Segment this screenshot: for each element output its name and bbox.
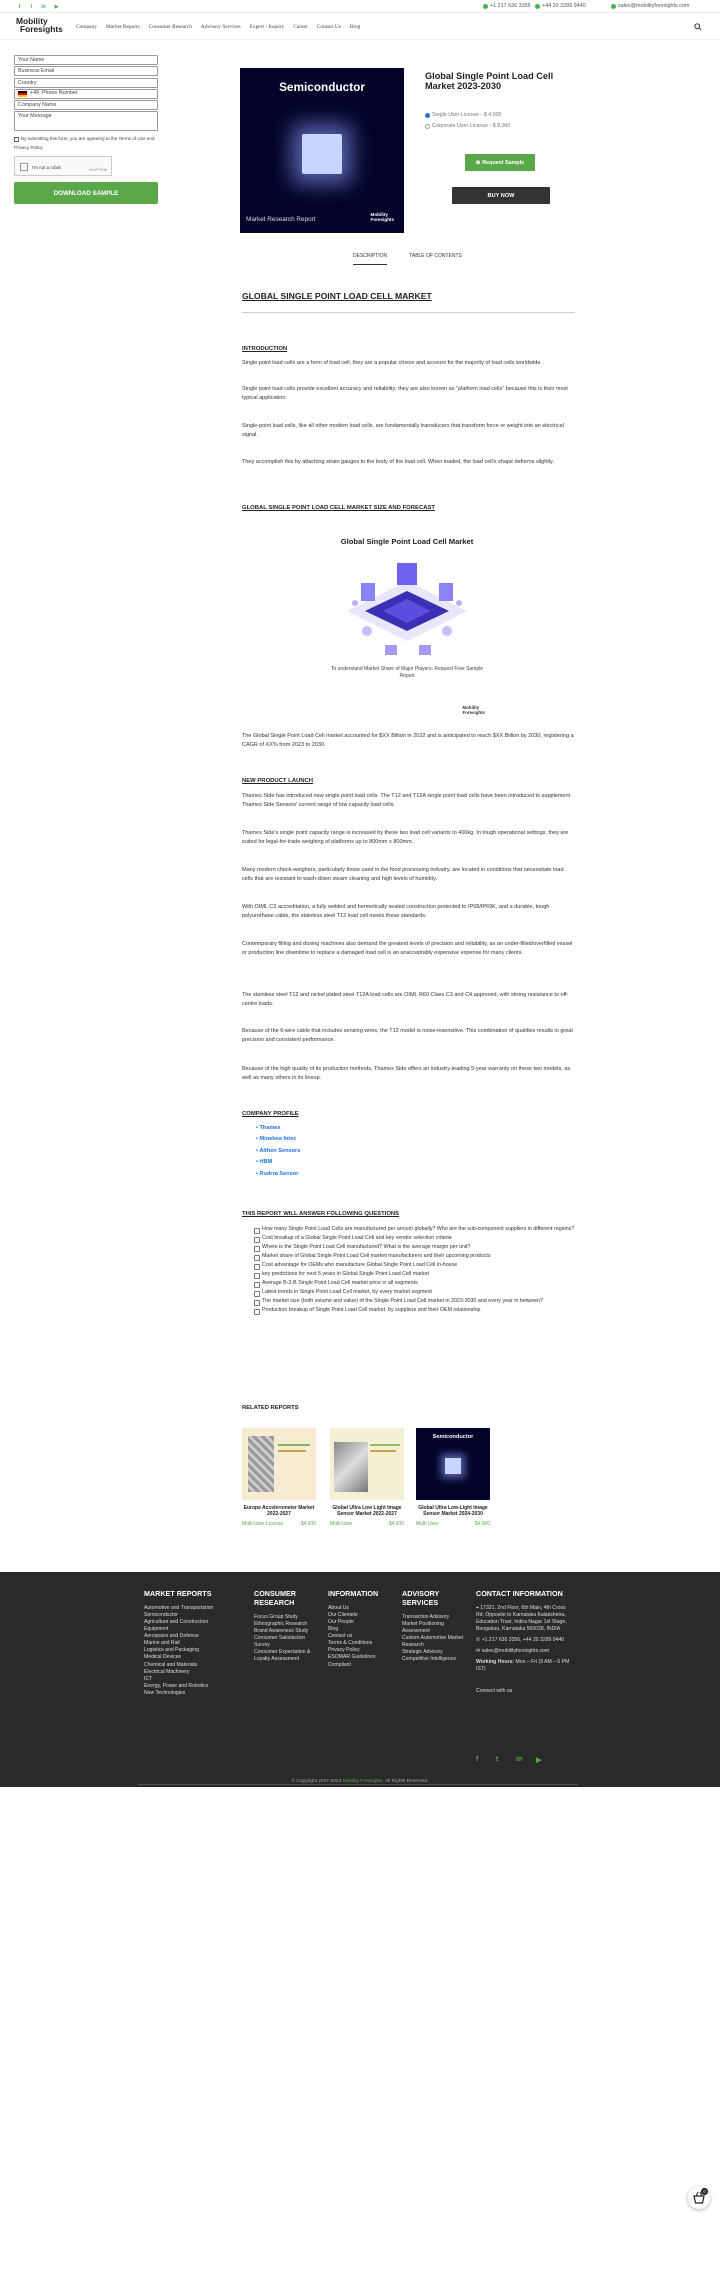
license-corporate-option[interactable]: Corporate User License - $ 8,000 (425, 123, 510, 129)
footer-link[interactable]: Custom Automotive Market Research (402, 1634, 464, 1648)
buy-now-button[interactable]: BUY NOW (452, 187, 550, 204)
list-item: The market size (both volume and value) of the Single Point Load Cell market in 2023-2030 and every year in between? (254, 1297, 584, 1306)
footer-information: INFORMATION About Us Our Clientele Our People Blog Contact us Terms & Conditions Privacy Policy ESOMAR Guidelines Compliant (328, 1590, 392, 1669)
phone-icon (483, 4, 488, 9)
launch-paragraph: Because of the high quality of its production methods, Thames Side offers an industry-leading 5-year warranty on these two models, as well as many others in its lineup. (242, 1066, 571, 1081)
search-icon[interactable] (694, 23, 702, 31)
market-infographic: Global Single Point Load Cell Market To understand Market Share of Major Players: Request Free Sample Report Mobility Foresights (327, 538, 487, 680)
list-item: key predictions for next 5 years in Global Single Point Load Cell market (254, 1270, 584, 1279)
mail-icon (611, 4, 616, 9)
list-item: Latest trends in Single Point Load Cell market, by every market segment (254, 1288, 584, 1297)
intro-paragraph: Single-point load cells, like all other modern load cells, are fundamentally transducers that transform force or weight into an electrical signal. (242, 423, 564, 438)
top-bar (0, 0, 720, 13)
cart-count: 0 (701, 2188, 708, 2195)
tab-description[interactable]: DESCRIPTION (353, 253, 387, 265)
tab-table-of-contents[interactable]: TABLE OF CONTENTS (409, 253, 462, 259)
nav-blog[interactable]: Blog (349, 24, 361, 30)
linkedin-icon[interactable]: in (41, 3, 46, 10)
footer-link[interactable]: Automotive and Transportation (144, 1604, 214, 1611)
questions-list (254, 1225, 584, 1315)
footer-link[interactable]: Transaction Advisory (402, 1613, 450, 1620)
footer-link[interactable]: Energy, Power and Robotics (144, 1682, 209, 1689)
footer-link[interactable]: Our People (328, 1618, 354, 1625)
intro-heading: INTRODUCTION (242, 346, 288, 352)
isometric-dashboard-illustration (327, 553, 487, 663)
footer-link[interactable]: Competitive Intelligence (402, 1656, 457, 1663)
company-link[interactable]: • HBM (256, 1157, 300, 1168)
germany-flag-icon (18, 91, 27, 97)
company-field[interactable]: Company Name (14, 100, 158, 110)
phone-in[interactable]: +44 20 3289 9440 (535, 3, 586, 9)
license-single-option[interactable]: Single User License - $ 4,000 (425, 112, 502, 118)
launch-paragraph: The stainless steel T12 and nickel plated steel T12A load cells are OIML R60 Class C3 and C4 approved, with strong resistance to off-centre loads. (242, 992, 569, 1007)
site-footer (0, 1572, 720, 1787)
related-report-card[interactable]: Semiconductor Global Ultra Low-Light Image Sensor Market 2024-2030 Multi User $4,000 (416, 1428, 490, 1528)
footer-link[interactable]: Ethnographic Research (254, 1620, 308, 1627)
report-cover-image: Semiconductor Market Research Report Mobility Foresights (240, 68, 404, 233)
youtube-icon[interactable]: ▶ (54, 3, 59, 10)
nav-market-reports[interactable]: Market Reports (105, 24, 140, 30)
footer-link[interactable]: Terms & Conditions (328, 1640, 373, 1647)
launch-paragraph: Because of the 6-wire cable that includes sensing wires, the T12 model is noise-insensitive. This combination of qualities results in great precision and consistent performance. (242, 1028, 573, 1043)
footer-link[interactable]: ESOMAR Guidelines Compliant (328, 1654, 376, 1668)
footer-link[interactable]: Agriculture and Construction Equipment (144, 1618, 209, 1633)
nav-career[interactable]: Career (293, 24, 308, 30)
phone-field[interactable]: +49 Phone Number (14, 89, 158, 99)
footer-contact: CONTACT INFORMATION ⌖ 17321, 2nd Floor, 6th Main, 4th Cross Rd, Opposite to Karnataka Kalakshetra, Education Trust, Indira Nagar 1st Stage, Bengaluru, Karnataka 560038, INDIA ✆ +1 217 636 3356, +44 20 3289 9440 ✉ sales@mobilityforesights.com Working Hours: Mon – Fri (9 AM – 6 PM IST) Connect with us (476, 1590, 572, 1695)
connect-label: Connect with us (476, 1687, 513, 1694)
intro-paragraph: They accomplish this by attaching strain gauges to the body of the load cell. When loaded, the load cell's shape deforms slightly. (242, 459, 554, 465)
footer-link[interactable]: Blog (328, 1626, 339, 1633)
captcha-checkbox[interactable] (20, 163, 28, 171)
launch-paragraph: With OIML C3 accreditation, a fully welded and hermetically sealed construction protected to IP68/IP69K, and a durable, tough polyurethane cable, the stainless steel T12 load cell meets these standards. (242, 904, 550, 919)
company-list (256, 1123, 300, 1180)
message-field[interactable]: Your Message (14, 111, 158, 131)
footer-link[interactable]: Logistics and Packaging (144, 1647, 199, 1654)
list-item: How many Single Point Load Cells are manufactured per annum globally? Who are the sub-component suppliers in different regions? (254, 1225, 584, 1234)
chip-graphic (302, 134, 342, 174)
name-field[interactable]: Your Name (14, 55, 158, 65)
site-logo[interactable]: Mobility Foresights (16, 16, 63, 35)
footer-email[interactable]: ✉ sales@mobilityforesights.com (476, 1648, 550, 1655)
phone-icon (535, 4, 540, 9)
copyright: © Copyright 2017-2023 Mobility Foresights. All Rights Reserved. (291, 1779, 429, 1784)
footer-link[interactable]: Marine and Rail (144, 1640, 180, 1647)
launch-paragraph: Contemporary filling and dosing machines also demand the greatest levels of precision and reliability, as an under-filled/overfilled vessel or production line downtime to replace a damaged load cell is an unacceptably expensive expense for many clients. (242, 941, 573, 956)
list-item: Cost advantage for OEMs who manufacture Global Single Point Load Cell in-house (254, 1261, 584, 1270)
twitter-icon[interactable]: t (30, 3, 33, 10)
download-sample-button[interactable]: DOWNLOAD SAMPLE (14, 182, 158, 204)
launch-heading: NEW PRODUCT LAUNCH (242, 778, 314, 784)
linkedin-icon[interactable]: in (516, 1756, 523, 1763)
questions-heading: THIS REPORT WILL ANSWER FOLLOWING QUESTIONS (242, 1211, 400, 1217)
list-item: Market share of Global Single Point Load Cell market manufacturers and their upcoming products (254, 1252, 584, 1261)
footer-link[interactable]: Chemical and Materials (144, 1661, 198, 1668)
related-report-image (242, 1428, 316, 1500)
radio-unselected[interactable] (425, 124, 430, 129)
country-field[interactable]: Country (14, 78, 158, 88)
nav-company[interactable]: Company (76, 24, 97, 30)
footer-link[interactable]: Aerospace and Defense (144, 1633, 199, 1640)
twitter-icon[interactable]: t (496, 1756, 499, 1763)
footer-link[interactable]: Strategic Advisory (402, 1649, 443, 1656)
company-link[interactable]: • Rudrra Sensor (256, 1169, 300, 1180)
size-paragraph: The Global Single Point Load Cell market accounted for $XX Billion in 2022 and is anticipated to reach $XX Billion by 2030, registering a CAGR of XX% from 2023 to 2030. (242, 733, 574, 748)
youtube-icon[interactable]: ▶ (536, 1757, 542, 1764)
footer-link[interactable]: Privacy Policy (328, 1647, 360, 1654)
footer-link[interactable]: Focus Group Study (254, 1613, 298, 1620)
related-report-image: Semiconductor (416, 1428, 490, 1500)
radio-selected[interactable] (425, 113, 430, 118)
product-title: Global Single Point Load Cell Market 2023-2030 (425, 71, 554, 92)
footer-link[interactable]: Market Positioning Assessment (402, 1620, 444, 1634)
launch-paragraph: Many modern check-weighers, particularly those used in the food processing industry, are located in conditions that necessitate load cells that are resistant to wash-down steam cleaning and high levels of humidity. (242, 867, 564, 882)
email-field[interactable]: Business Email (14, 66, 158, 76)
facebook-icon[interactable]: f (18, 3, 21, 10)
footer-link[interactable]: Medical Devices (144, 1654, 182, 1661)
phone-icon: ✆ (476, 1637, 482, 1644)
profile-heading: COMPANY PROFILE (242, 1111, 299, 1117)
footer-address: ⌖ 17321, 2nd Floor, 6th Main, 4th Cross Rd, Opposite to Karnataka Kalakshetra, Education Trust, Indira Nagar 1st Stage, Bengaluru, Karnataka 560038, INDIA (476, 1604, 567, 1633)
footer-link[interactable]: Brand Awareness Study (254, 1627, 309, 1634)
intro-paragraph: Single point load cells are a form of load cell; they are a popular choice and account for the majority of load cells worldwide. (242, 360, 542, 366)
company-link[interactable]: • Thames (256, 1123, 300, 1134)
download-icon: ⊕ (475, 159, 481, 166)
nav-expert-inquiry[interactable]: Expert - Inquiry (249, 24, 285, 30)
footer-link[interactable]: Electrical Machinery (144, 1668, 190, 1675)
infographic-logo: Mobility Foresights (462, 705, 485, 715)
company-link[interactable]: • Minebea Intec (256, 1134, 300, 1145)
intro-paragraph: Single point load cells provide excellent accuracy and reliability; they are also known as "platform load cells" because this is their most typical application. (242, 386, 568, 401)
footer-divider (138, 1784, 578, 1785)
footer-consumer-research: CONSUMER RESEARCH Focus Group Study Ethnographic Research Brand Awareness Study Consumer Satisfaction Survey Consumer Expectation & Loyalty Assessment (254, 1590, 318, 1663)
list-item: Average B-2-B Single Point Load Cell market price in all segments (254, 1279, 584, 1288)
footer-link[interactable]: Contact us (328, 1633, 353, 1640)
report-tabs (353, 253, 462, 265)
facebook-icon[interactable]: f (476, 1756, 479, 1763)
footer-phone[interactable]: ✆ +1 217 636 3356, +44 20 3289 9440 (476, 1637, 565, 1644)
report-description (242, 291, 575, 1313)
related-report-image (330, 1428, 404, 1500)
launch-paragraph: Thames Side has introduced new single point load cells. The T12 and T12A single point load cells have been introduced to supplement Thames Side Sensors' current range of low capacity load cells. (242, 793, 571, 808)
cart-button[interactable] (688, 2187, 710, 2209)
footer-market-reports: MARKET REPORTS Automotive and Transportation Semiconductor Agriculture and Construction Equipment Aerospace and Defense Marine and Rail Logistics and Packaging Medical Devices Chemical and Materials Electrical Machinery ICT Energy, Power and Robotics New Technologies (144, 1590, 234, 1697)
company-link[interactable]: • Althen Sensors (256, 1146, 300, 1157)
footer-hours: Working Hours: Mon – Fri (9 AM – 6 PM IST) (476, 1659, 570, 1673)
phone-us[interactable]: +1 217 636 3356 (483, 3, 531, 9)
launch-paragraph: Thames Side's single point capacity range is increased by these two load cell variants to 400kg. In tough operational settings, they are suited for legal-for-trade weighing of platforms up to 800mm x 800mm. (242, 830, 569, 845)
list-item: Where is the Single Point Load Cell manufactured? What is the average margin per unit? (254, 1243, 584, 1252)
cover-logo: Mobility Foresights (370, 212, 394, 222)
footer-link[interactable]: New Technologies (144, 1689, 186, 1696)
footer-advisory-services: ADVISORY SERVICES Transaction Advisory Market Positioning Assessment Custom Automotive Market Research Strategic Advisory Competitive Intelligence (402, 1590, 466, 1663)
consent-row: By submitting this form, you are agreeing to the Terms of Use and Privacy Policy. (14, 136, 155, 151)
main-nav (76, 24, 360, 30)
consent-checkbox[interactable] (14, 137, 19, 142)
related-report-card[interactable]: Global Ultra Low Light Image Sensor Market 2022-2027 Multi User $4,000 (330, 1428, 404, 1528)
footer-link[interactable]: ICT (144, 1675, 153, 1682)
request-sample-button[interactable]: ⊕ Request Sample (465, 154, 535, 171)
footer-link[interactable]: Our Clientele (328, 1611, 358, 1618)
footer-link[interactable]: Consumer Satisfaction Survey (254, 1634, 306, 1648)
nav-advisory-services[interactable]: Advisory Services (200, 24, 241, 30)
email-link[interactable]: sales@mobilityforesights.com (611, 3, 689, 9)
size-heading: GLOBAL SINGLE POINT LOAD CELL MARKET SIZE AND FORECAST (242, 505, 435, 511)
list-item: Production breakup of Single Point Load Cell market, by suppliers and their OEM relationship (254, 1306, 584, 1315)
related-heading: RELATED REPORTS (242, 1405, 299, 1411)
sample-request-form (14, 55, 160, 204)
related-report-card[interactable]: Europe Accelerometer Market 2022-2027 Multi User License $4,000 (242, 1428, 316, 1528)
nav-consumer-research[interactable]: Consumer Research (148, 24, 192, 30)
footer-link[interactable]: About Us (328, 1604, 349, 1611)
footer-link[interactable]: Consumer Expectation & Loyalty Assessment (254, 1649, 311, 1663)
captcha-widget: I'm not a robot reCAPTCHA (14, 156, 112, 176)
mail-icon: ✉ (476, 1648, 482, 1655)
nav-contact-us[interactable]: Contact Us (316, 24, 341, 30)
article-title: GLOBAL SINGLE POINT LOAD CELL MARKET (242, 292, 575, 313)
footer-link[interactable]: Semiconductor (144, 1611, 178, 1618)
list-item: Cost breakup of a Global Single Point Load Cell and key vendor selection criteria (254, 1234, 584, 1243)
site-header (0, 14, 720, 40)
location-icon: ⌖ (476, 1604, 481, 1611)
